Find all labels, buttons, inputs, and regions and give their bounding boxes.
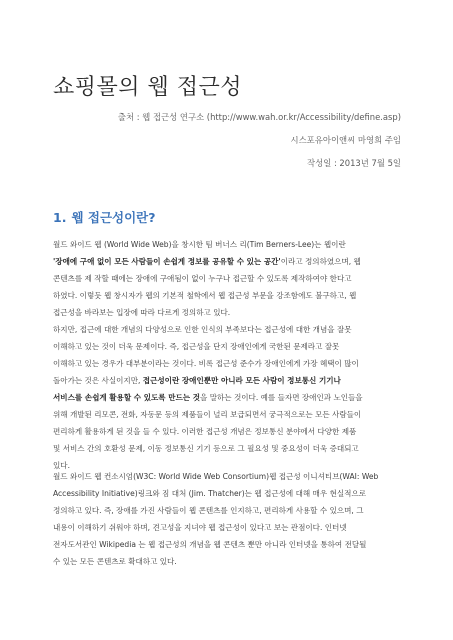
paragraph-line: 정의하고 있다. 즉, 장애를 가진 사람들이 웹 콘텐츠를 인지하고, 편리하게 사용할 수 있으며, 그 — [53, 506, 364, 515]
section-title: 웹 접근성이란? — [71, 210, 156, 225]
emphasis-text: 서비스를 손쉽게 활용할 수 있도록 만드는 것 — [53, 393, 200, 402]
paragraph-line: '장애에 구애 없이 모든 사람들이 손쉽게 정보를 공유할 수 있는 공간'이라고 정의하였으며, 웹 — [53, 257, 361, 266]
paragraph-line: 있다. — [53, 461, 70, 470]
paragraph-line: 월드 와이드 웹 컨소시엄(W3C: World Wide Web Consortium)웹 접근성 이니셔티브(WAI: Web — [53, 472, 379, 481]
paragraph-line: 위해 개발된 리모콘, 전화, 자동문 등의 제품들이 널리 보급되면서 궁극적으로는 모든 사람들이 — [53, 410, 362, 419]
source-line: 출처 : 웹 접근성 연구소 (http://www.wah.or.kr/Accessibility/define.asp) — [117, 112, 401, 122]
page-title: 쇼핑몰의 웹 접근성 — [53, 75, 243, 100]
paragraph-line: 월드 와이드 웹 (World Wide Web)을 창시한 팀 버너스 리(Tim Berners-Lee)는 웹이란 — [53, 240, 346, 249]
paragraph-definition — [53, 236, 401, 321]
paragraph-line: 이해하고 있는 것이 더욱 문제이다. 즉, 접근성을 단지 장애인에게 국한된 문제라고 잘못 — [53, 342, 340, 351]
paragraph-misconception — [53, 321, 401, 474]
paragraph-line: 접근성을 바라보는 입장에 따라 다르게 정의하고 있다. — [53, 308, 231, 317]
paragraph-line: 콘텐츠를 제 작할 때에는 장애에 구애됨이 없이 누구나 접근할 수 있도록 제작하여야 한다고 — [53, 274, 352, 283]
section-heading — [53, 208, 156, 226]
emphasis-text: '장애에 구애 없이 모든 사람들이 손쉽게 정보를 공유할 수 있는 공간' — [53, 257, 281, 266]
paragraph-line: 이해하고 있는 경우가 대부분이라는 것이다. 비록 접근성 준수가 장애인에게 가장 혜택이 많이 — [53, 359, 359, 368]
paragraph-line: 내용이 이해하기 쉬워야 하며, 견고성을 지녀야 웹 접근성이 있다고 보는 관점이다. 인터넷 — [53, 523, 347, 532]
date-line: 작성일 : 2013년 7월 5일 — [307, 158, 401, 168]
author-line: 시스포유아이앤씨 마영희 주임 — [290, 135, 401, 145]
paragraph-line: 전자도서관인 Wikipedia 는 웹 접근성의 개념을 웹 콘텐츠 뿐만 아니라 인터넷을 통하여 전달될 — [53, 540, 367, 549]
paragraph-line: 하였다. 이렇듯 웹 창시자가 웹의 기본적 철학에서 웹 접근성 부문을 강조함에도 불구하고, 웹 — [53, 291, 357, 300]
paragraph-line: 하지만, 접근에 대한 개념의 다양성으로 인한 인식의 부족보다는 접근성에 대한 개념을 잘못 — [53, 325, 352, 334]
paragraph-line: 및 서비스 간의 호환성 문제, 이동 정보통신 기기 등으로 그 필요성 및 중요성이 더욱 증대되고 — [53, 444, 359, 453]
paragraph-line: 돌아가는 것은 사실이지만, 접근성이란 장애인뿐만 아니라 모든 사람이 정보통신 기기나 — [53, 376, 341, 385]
section-number: 1. — [53, 210, 67, 225]
emphasis-text: 접근성이란 장애인뿐만 아니라 모든 사람이 정보통신 기기나 — [142, 376, 341, 385]
paragraph-line: 수 있는 모든 콘텐츠로 확대하고 있다. — [53, 557, 177, 566]
paragraph-line: 서비스를 손쉽게 활용할 수 있도록 만드는 것을 말하는 것이다. 예를 들자면 장애인과 노인들을 — [53, 393, 363, 402]
paragraph-line: 편리하게 활용하게 된 것을 들 수 있다. 이러한 접근성 개념은 정보통신 분야에서 다양한 제품 — [53, 427, 357, 436]
paragraph-line: Accessibility Initiative)링크와 짐 대처 (Jim. Thatcher)는 웹 접근성에 대해 매우 현실적으로 — [53, 489, 367, 498]
paragraph-w3c — [53, 468, 401, 570]
